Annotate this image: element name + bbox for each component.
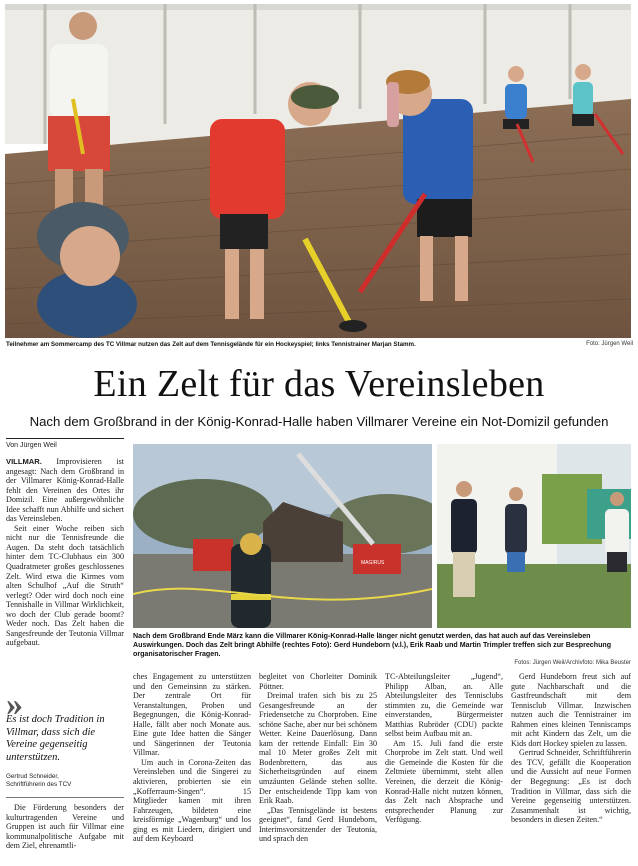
tent-meeting-svg <box>437 444 631 628</box>
article-column-1 <box>6 457 124 672</box>
pull-quote-author <box>6 773 124 789</box>
subheadline: Nach dem Großbrand in der König-Konrad-Halle haben Villmarer Vereine ein Not-Domizil gefunden <box>29 414 609 429</box>
col3-paragraph-1: begleitet von Chorleiter Dominik Pöttner. <box>259 672 377 691</box>
top-photo-caption: Teilnehmer am Sommercamp des TC Villmar nutzen das Zelt auf dem Tennisgelände für ein Hockeyspiel; links Tennistrainer Marjan Stamm. <box>6 341 416 348</box>
top-photo-credit: Foto: Jürgen Weil <box>586 341 633 347</box>
article-column-1-bottom <box>6 803 124 863</box>
col3-paragraph-3: „Das Tennisgelände ist bestens geeignet“, fand Gerd Hundeborn, Interimsvorsitzender der Teutonia, und sprach den <box>259 805 377 844</box>
headline: Ein Zelt für das Vereinsleben <box>93 363 545 405</box>
col1-paragraph-1: Improvisieren ist angesagt: Nach dem Großbrand in der Villmarer König-Konrad-Halle fehlt den Vereinen des Ortes ihr Domizil. Eine außergewöhnliche Idee schafft nun Abhilfe und sichert das Vereinsleben. <box>6 457 124 524</box>
hockey-tent-photo <box>5 4 631 338</box>
pull-quote: Es ist doch Tradition in Villmar, dass sich die Vereine gegenseitig unterstützen. <box>6 714 105 763</box>
quote-mark-icon: » <box>6 686 23 723</box>
fire-brigade-photo <box>133 444 432 628</box>
col4-paragraph-1: TC-Abteilungsleiter „Jugend“, Philipp Alban, an. Alle Abteilungsleiter des Tennisclubs stimmten zu, die Gemeinde war einverstanden, Bürgermeister Matthias Rubröder (CDU) packte selbst beim Aufbau mit an. <box>385 672 503 739</box>
col5-paragraph-2: Gertrud Schneider, Schriftführerin des TCV, gefällt die Kooperation und die Aussicht auf neue Formen der Begegnung: „Es ist doch Tradition in Villmar, dass sich die Vereine gegenseitig unterstützen. Zusammenhalt ist wichtig, besonders in diesen Zeiten.“ <box>511 748 631 825</box>
article-column-4 <box>385 672 503 864</box>
col1-bottom-paragraph: Die Förderung besonders der kulturtragenden Vereine und Gruppen ist auch für Villmar eine kommunalpolitische Aufgabe mit dem Ziel, ehrenamtli- <box>6 803 124 851</box>
col4-paragraph-2: Am 15. Juli fand die erste Chorprobe im Zelt statt. Und weil die Gemeinde die Kosten für die Zeltmiete übernimmt, steht allen Vereinen, die derzeit die König-Konrad-Halle nicht nutzen können, das Zelt nach Absprache und entsprechender Planung zur Verfügung. <box>385 738 503 825</box>
mid-photos-credit: Fotos: Jürgen Weil/Archivfoto: Mika Beuster <box>514 660 631 666</box>
pull-quote-author-role: Schriftführerin des TCV <box>6 781 72 788</box>
fire-truck-label: MAGIRUS <box>361 560 385 566</box>
pull-quote-author-name: Gertrud Schneider, <box>6 773 59 780</box>
mid-photos-caption: Nach dem Großbrand Ende März kann die Villmarer König-Konrad-Halle länger nicht genutzt werden, das hat auch auf das Vereinsleben Auswirkungen. Doch das Zelt bringt Abhilfe (rechtes Foto): Gerd Hundeborn (v.l.), Erik Raab und Martin Trimpler treffen sich zur Besprechung organisatorischer Fragen. <box>133 632 612 659</box>
col2-paragraph-1: ches Engagement zu unterstützen und den Gemeinsinn zu stärken. Der zentrale Ort für Veranstaltungen, Proben und Begegnungen, die König-Konrad-Halle, fällt aber noch Monate aus. Eine gute Idee hatten die Sänger und Sängerinnen der Teutonia Villmar. <box>133 672 251 758</box>
col1-paragraph-2: Seit einer Woche reiben sich nicht nur die Tennisfreunde die Augen. Da steht doch tatsächlich hinter dem TC-Clubhaus ein 300 Quadratmeter großes geschlossenes Zelt. Wird etwa die Kirmes vom alten Schulhof „Auf die Struth“ verlegt? Oder wird doch noch eine Tennishalle in Villmar Wirklichkeit, wo doch der Club gerade boomt? Weder noch. Das Zelt haben die Sangesfreunde der Teutonia Villmar aufgebaut. <box>6 523 124 648</box>
article-column-3 <box>259 672 377 864</box>
col5-paragraph-1: Gerd Hundeborn freut sich auf gute Nachbarschaft und die Gastfreundschaft mit dem Tennisclub Villmar. Inzwischen nutzen auch die Tennistrainer im Rahmen eines kleinen Tenniscamps mit acht Kindern das Zelt, um die Kids dort Hockey spielen zu lassen. <box>511 672 631 748</box>
byline-rule <box>6 438 124 439</box>
byline: Von Jürgen Weil <box>6 442 57 449</box>
quote-rule <box>6 797 124 798</box>
article-column-5 <box>511 672 631 864</box>
tent-meeting-photo <box>437 444 631 628</box>
col2-paragraph-2: Um auch in Corona-Zeiten das Vereinsleben und die Singerei zu aktivieren, probierten sie ein „Kofferraum-Singen“. 15 Mitglieder kamen mit ihren Fahrzeugen, bildeten eine kreisförmige „Wagenburg“ und los ging es mit Liedern, dirigiert und auf dem Keyboard <box>133 757 251 844</box>
dateline: VILLMAR. <box>6 457 42 466</box>
top-photo <box>5 4 631 338</box>
col3-paragraph-2: Dreimal trafen sich bis zu 25 Gesangesfreunde an der Friedensetche zu Chorproben. Eine schöne Sache, aber nur bei schönem Wetter. Keine Dauerlösung. Dann kam der rettende Einfall: Ein 30 mal 10 Meter großes Zelt mit Bodenbrettern, das aus Sicherheitsgründen auf einem umzäunten Gelände stehen sollte. Der entscheidende Tipp kam von Erik Raab. <box>259 691 377 806</box>
article-column-2 <box>133 672 251 864</box>
fire-photo <box>133 444 432 628</box>
